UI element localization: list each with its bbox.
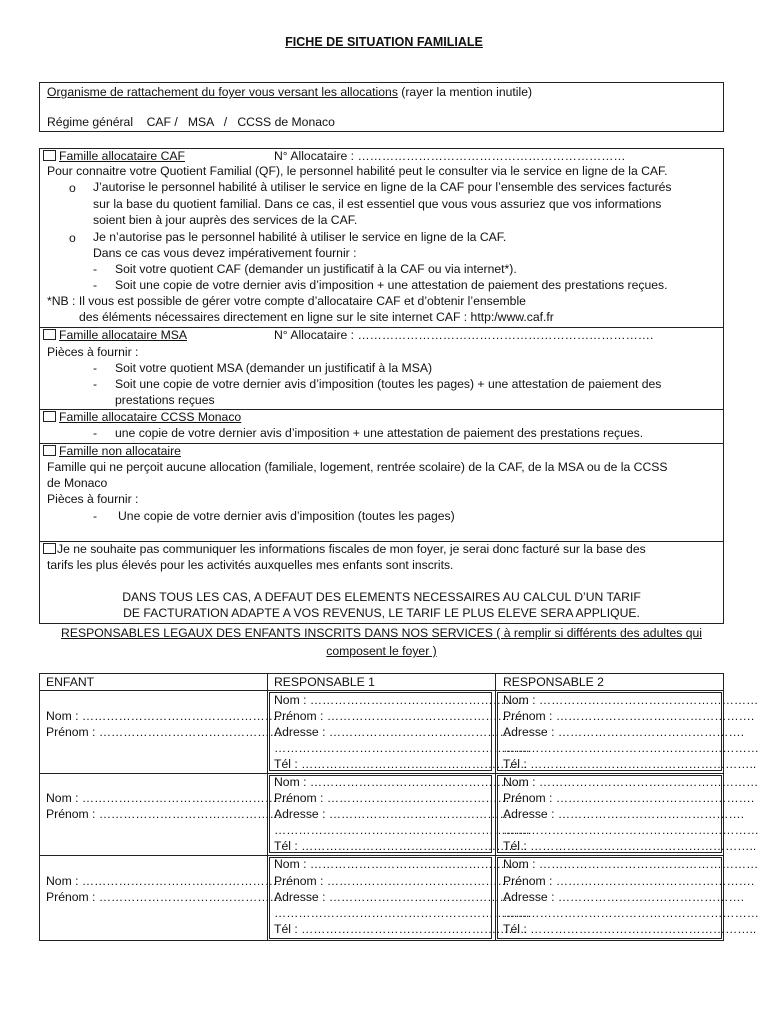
- r1-adresse-field[interactable]: Adresse : ……………………………………….: [274, 725, 516, 739]
- caf-text: Pour connaitre votre Quotient Familial (QF), le personnel habilité peut le consulter via le service en ligne de la CAF.: [47, 164, 668, 178]
- dash-bullet: -: [93, 377, 98, 391]
- msa-label: Famille allocataire MSA: [59, 328, 188, 342]
- non-row: [43, 444, 181, 459]
- warning-text: DANS TOUS LES CAS, A DEFAUT DES ELEMENTS NECESSAIRES AU CALCUL D’UN TARIF: [122, 590, 641, 604]
- row-divider: [39, 855, 724, 856]
- caf-num: N° Allocataire : …………………………………………………………: [274, 149, 626, 163]
- caf-option1: soient bien à jour auprès des services de la CAF.: [93, 213, 358, 227]
- msa-doc: prestations reçues: [115, 393, 215, 407]
- column-header-enfant: ENFANT: [46, 675, 95, 689]
- r2-adresse-line2[interactable]: ………………………………………………………: [503, 823, 759, 837]
- r1-adresse-line2[interactable]: ………………………………………………………: [274, 741, 530, 755]
- header-divider: [39, 690, 724, 691]
- r1-nom-field[interactable]: Nom : ………………………………………………: [274, 693, 530, 707]
- refus-checkbox[interactable]: [43, 543, 56, 554]
- non-doc: Une copie de votre dernier avis d’imposition (toutes les pages): [118, 509, 455, 523]
- ccss-row: [43, 410, 241, 425]
- warning-text: DE FACTURATION ADAPTE A VOS REVENUS, LE TARIF LE PLUS ELEVE SERA APPLIQUE.: [123, 606, 640, 620]
- enfant-prenom-field[interactable]: Prénom : ………………………………………: [46, 725, 282, 739]
- caf-doc: Soit une copie de votre dernier avis d’imposition + une attestation de paiement des prestations reçues.: [115, 278, 668, 292]
- row-divider: [39, 773, 724, 774]
- dash-bullet: -: [93, 361, 98, 375]
- caf-option2: Je n’autorise pas le personnel habilité à utiliser le service en ligne de la CAF.: [93, 230, 507, 244]
- r2-adresse-field[interactable]: Adresse : ……………………………………….: [503, 807, 745, 821]
- r2-prenom-field[interactable]: Prénom : ………………………………………….: [503, 709, 755, 723]
- r2-prenom-field[interactable]: Prénom : ………………………………………….: [503, 791, 755, 805]
- r2-tel-field[interactable]: Tél : ………………………………………………..: [503, 757, 757, 771]
- r1-tel-field[interactable]: Tél : ………………………………………………..: [274, 757, 528, 771]
- document-title: FICHE DE SITUATION FAMILIALE: [285, 35, 483, 49]
- r1-adresse-field[interactable]: Adresse : ……………………………………….: [274, 807, 516, 821]
- caf-checkbox[interactable]: [43, 150, 56, 161]
- refus-text: tarifs les plus élevés pour les activités auxquelles mes enfants sont inscrits.: [47, 558, 454, 572]
- caf-nb: *NB : Il vous est possible de gérer votre compte d’allocataire CAF et d’obtenir l’ensemble: [47, 294, 526, 308]
- caf-doc: Soit votre quotient CAF (demander un justificatif à la CAF ou via internet*).: [115, 262, 517, 276]
- regime-line: Régime général CAF / MSA / CCSS de Monaco: [47, 115, 335, 129]
- r1-tel-field[interactable]: Tél : ………………………………………………..: [274, 839, 528, 853]
- r2-nom-field[interactable]: Nom : ………………………………………………: [503, 775, 759, 789]
- caf-option1: sur la base du quotient familial. Dans ce cas, il est essentiel que vous vous assuriez que vos informations: [93, 197, 662, 211]
- column-header-responsable2: RESPONSABLE 2: [503, 675, 604, 689]
- r1-adresse-line2[interactable]: ………………………………………………………: [274, 823, 530, 837]
- r2-adresse-field[interactable]: Adresse : ……………………………………….: [503, 725, 745, 739]
- responsables-heading: composent le foyer ): [326, 644, 437, 658]
- msa-doc: Soit votre quotient MSA (demander un justificatif à la MSA): [115, 361, 433, 375]
- msa-checkbox[interactable]: [43, 329, 56, 340]
- enfant-nom-field[interactable]: Nom : ……………………………………………: [46, 874, 290, 888]
- column-header-responsable1: RESPONSABLE 1: [274, 675, 375, 689]
- option-bullet: o: [69, 231, 76, 245]
- non-label: Famille non allocataire: [59, 444, 181, 458]
- ccss-label: Famille allocataire CCSS Monaco: [59, 410, 242, 424]
- dash-bullet: -: [93, 262, 98, 276]
- r1-tel-field[interactable]: Tél : ………………………………………………..: [274, 922, 528, 936]
- organisme-note: (rayer la mention inutile): [397, 85, 533, 99]
- r2-adresse-line2[interactable]: ………………………………………………………: [503, 741, 759, 755]
- r1-prenom-field[interactable]: Prénom : ………………………………………….: [274, 874, 526, 888]
- caf-option1: J’autorise le personnel habilité à utiliser le service en ligne de la CAF pour l’ensemble des services facturés: [93, 180, 672, 194]
- non-text: de Monaco: [47, 476, 108, 490]
- responsables-heading: RESPONSABLES LEGAUX DES ENFANTS INSCRITS DANS NOS SERVICES ( à remplir si différents des adultes qui: [61, 626, 702, 640]
- dash-bullet: -: [93, 278, 98, 292]
- dash-bullet: -: [93, 426, 98, 440]
- caf-nb: des éléments nécessaires directement en ligne sur le site internet CAF : http:/www.caf.fr: [79, 310, 554, 324]
- organisme-line: [47, 85, 532, 100]
- r1-adresse-field[interactable]: Adresse : ……………………………………….: [274, 890, 516, 904]
- non-text: Famille qui ne perçoit aucune allocation (familiale, logement, rentrée scolaire) de la CAF, de la MSA ou de la CCSS: [47, 460, 668, 474]
- enfant-nom-field[interactable]: Nom : ……………………………………………: [46, 791, 290, 805]
- r2-nom-field[interactable]: Nom : ………………………………………………: [503, 693, 759, 707]
- r2-adresse-line2[interactable]: ………………………………………………………: [503, 906, 759, 920]
- organisme-label: Organisme de rattachement du foyer vous versant les allocations: [47, 85, 398, 99]
- r2-tel-field[interactable]: Tél : ………………………………………………..: [503, 839, 757, 853]
- r1-prenom-field[interactable]: Prénom : ………………………………………….: [274, 791, 526, 805]
- ccss-doc: une copie de votre dernier avis d’imposition + une attestation de paiement des prestations reçues.: [115, 426, 644, 440]
- enfant-prenom-field[interactable]: Prénom : ………………………………………: [46, 807, 282, 821]
- refus-row: [43, 542, 646, 557]
- msa-row: [43, 328, 187, 343]
- enfant-nom-field[interactable]: Nom : ……………………………………………: [46, 709, 290, 723]
- option-bullet: o: [69, 181, 76, 195]
- non-checkbox[interactable]: [43, 445, 56, 456]
- enfant-prenom-field[interactable]: Prénom : ………………………………………: [46, 890, 282, 904]
- caf-option2: Dans ce cas vous devez impérativement fournir :: [93, 246, 357, 260]
- r2-adresse-field[interactable]: Adresse : ……………………………………….: [503, 890, 745, 904]
- caf-label: Famille allocataire CAF: [59, 149, 185, 163]
- non-pieces: Pièces à fournir :: [47, 492, 139, 506]
- r1-adresse-line2[interactable]: ………………………………………………………: [274, 906, 530, 920]
- msa-pieces: Pièces à fournir :: [47, 345, 139, 359]
- dash-bullet: -: [93, 509, 98, 523]
- r2-tel-field[interactable]: Tél : ………………………………………………..: [503, 922, 757, 936]
- caf-row: [43, 149, 185, 164]
- msa-doc: Soit une copie de votre dernier avis d’imposition (toutes les pages) + une attestation de paiement des: [115, 377, 662, 391]
- r2-prenom-field[interactable]: Prénom : ………………………………………….: [503, 874, 755, 888]
- r1-nom-field[interactable]: Nom : ………………………………………………: [274, 857, 530, 871]
- r2-nom-field[interactable]: Nom : ………………………………………………: [503, 857, 759, 871]
- ccss-checkbox[interactable]: [43, 411, 56, 422]
- r1-prenom-field[interactable]: Prénom : ………………………………………….: [274, 709, 526, 723]
- refus-text: Je ne souhaite pas communiquer les informations fiscales de mon foyer, je serai donc facturé sur la base des: [57, 542, 646, 556]
- r1-nom-field[interactable]: Nom : ………………………………………………: [274, 775, 530, 789]
- msa-num: N° Allocataire : ……………………………………………………………….: [274, 328, 654, 342]
